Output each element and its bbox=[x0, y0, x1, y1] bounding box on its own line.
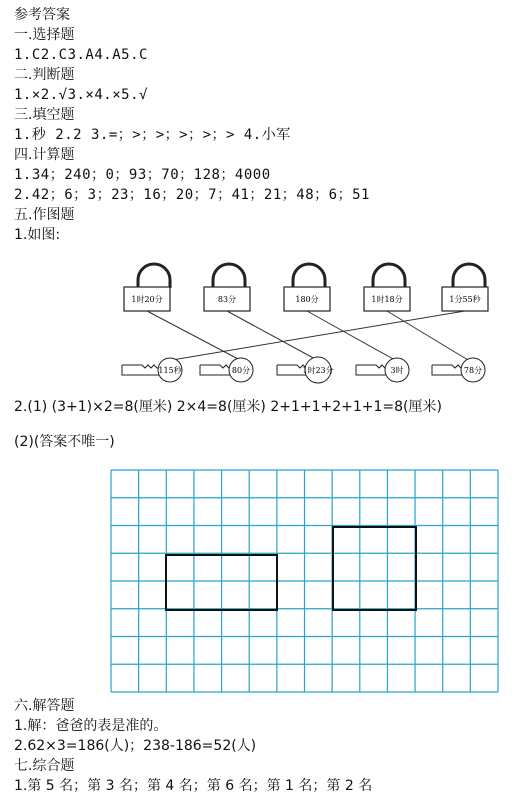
lock-3-label: 180分 bbox=[295, 295, 319, 304]
section-judge-heading: 二.判断题 bbox=[14, 67, 75, 83]
grid-lines bbox=[111, 470, 498, 692]
comprehensive-answer-1: 1.第 5 名；第 3 名；第 4 名；第 6 名；第 1 名；第 2 名 bbox=[14, 778, 373, 794]
lock-2 bbox=[204, 264, 250, 311]
key-2 bbox=[200, 358, 253, 382]
answer-title: 参考答案 bbox=[14, 7, 70, 23]
draw-q2-note: (2)(答案不唯一) bbox=[14, 434, 115, 450]
section-solve-heading: 六.解答题 bbox=[14, 698, 75, 714]
rectangle-wide bbox=[166, 555, 277, 610]
key-1 bbox=[122, 358, 183, 382]
solve-answer-2: 2.62×3=186(人)；238-186=52(人) bbox=[14, 738, 257, 754]
section-calc-heading: 四.计算题 bbox=[14, 147, 75, 163]
choice-answers: 1.C2.C3.A4.A5.C bbox=[14, 47, 148, 63]
key-2-label: 80分 bbox=[231, 366, 251, 375]
key-3-label: 1时23分 bbox=[302, 366, 334, 375]
calc-answers-2: 2.42；6；3；23；16；20；7；41；21；48；6；51 bbox=[14, 187, 370, 203]
key-4-label: 3时 bbox=[390, 366, 404, 375]
key-5 bbox=[432, 358, 485, 382]
lock-4 bbox=[364, 264, 410, 311]
section-choice-heading: 一.选择题 bbox=[14, 27, 75, 43]
section-fill-heading: 三.填空题 bbox=[14, 107, 75, 123]
judge-answers: 1.×2.√3.×4.×5.√ bbox=[14, 87, 148, 103]
lock-1-label: 1时20分 bbox=[131, 295, 163, 304]
match-lines bbox=[147, 311, 468, 360]
key-1-label: 115秒 bbox=[158, 366, 182, 375]
lock-key-diagram bbox=[0, 0, 532, 400]
lock-4-label: 1时18分 bbox=[371, 295, 403, 304]
lock-1 bbox=[124, 264, 170, 311]
lock-3 bbox=[284, 264, 330, 311]
draw-q1-label: 1.如图: bbox=[14, 227, 61, 243]
section-draw-heading: 五.作图题 bbox=[14, 207, 75, 223]
draw-q2-answer: 2.(1) (3+1)×2=8(厘米) 2×4=8(厘米) 2+1+1+2+1+1=8(厘米) bbox=[14, 399, 442, 415]
lock-5 bbox=[442, 264, 488, 311]
key-3 bbox=[277, 357, 334, 383]
solve-answer-1: 1.解：爸爸的表是准的。 bbox=[14, 718, 168, 734]
calc-answers-1: 1.34；240；0；93；70；128；4000 bbox=[14, 167, 271, 183]
rectangle-square bbox=[333, 527, 416, 610]
lock-5-label: 1分55秒 bbox=[449, 295, 481, 304]
section-comprehensive-heading: 七.综合题 bbox=[14, 758, 75, 774]
lock-2-label: 83分 bbox=[217, 295, 237, 304]
key-5-label: 78分 bbox=[463, 366, 483, 375]
fill-answers: 1.秒 2.2 3.=；>；>；>；>；> 4.小军 bbox=[14, 127, 291, 143]
key-4 bbox=[356, 358, 409, 382]
